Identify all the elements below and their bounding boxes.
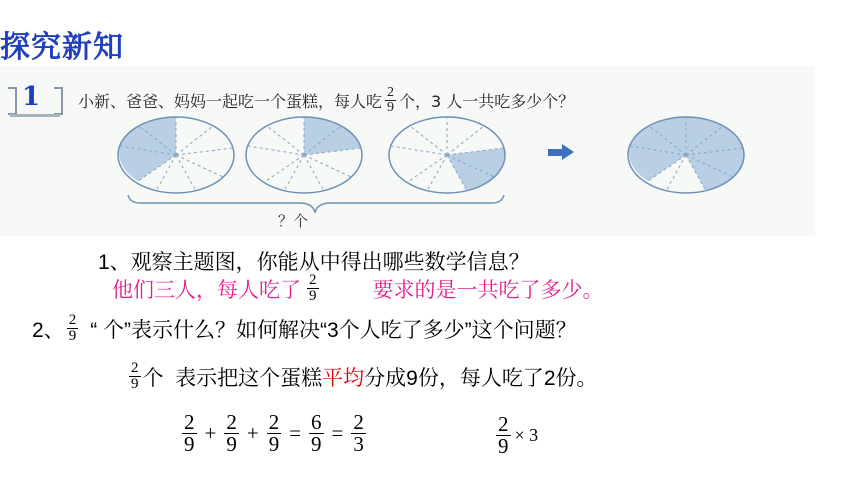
times-three: × 3 [514, 425, 539, 445]
cake-circle-result [628, 117, 744, 193]
answer-2-fraction [129, 361, 141, 392]
fraction-denominator: 3 [353, 432, 364, 456]
fraction-denominator: 9 [387, 100, 395, 115]
fraction-denominator: 9 [184, 432, 195, 456]
fraction-numerator: 2 [68, 312, 77, 328]
answer-fraction [307, 273, 319, 304]
question-2-answer [129, 361, 598, 392]
question-2-fraction [67, 313, 79, 344]
question-text-after: 个，3 人一共吃多少个？ [399, 92, 575, 111]
cake-circle-2 [246, 117, 362, 193]
fraction-numerator: 2 [387, 85, 395, 100]
cake-circle-3 [389, 117, 505, 193]
question-2-text: “ 个”表示什么？如何解决“3个人吃了多少”这个问题？ [90, 318, 577, 342]
fraction-numerator: 2 [498, 412, 509, 436]
sum-fraction [309, 412, 324, 455]
answer-2-text-a: 个 表示把这个蛋糕 [142, 366, 323, 390]
term-3 [267, 412, 282, 455]
fraction-numerator: 2 [184, 410, 195, 434]
equals-sign: = [331, 421, 344, 445]
result-fraction [351, 412, 366, 455]
term-1 [182, 412, 197, 455]
right-arrow-icon [548, 144, 574, 160]
fraction-numerator: 2 [268, 410, 280, 434]
fraction-denominator: 9 [309, 288, 317, 304]
fraction-denominator: 9 [268, 432, 280, 456]
answer-2-text-b: 分成9份，每人吃了2份。 [364, 366, 598, 390]
plus-sign: + [246, 421, 259, 445]
answer-2-highlight: 平均 [322, 366, 365, 390]
plus-sign: + [204, 421, 217, 445]
term-2 [224, 412, 239, 455]
question-2-prefix: 2、 [32, 318, 65, 342]
brace-label: ？个 [278, 212, 309, 230]
question-2 [32, 313, 577, 344]
example-number: 1 [22, 82, 41, 112]
fraction-denominator: 9 [68, 328, 77, 344]
group-brace [128, 195, 504, 212]
fraction-numerator: 2 [353, 410, 364, 434]
fraction-numerator: 2 [131, 360, 139, 376]
answer-text-b: 要求的是一共吃了多少。 [372, 278, 604, 302]
cake-diagram [0, 110, 860, 220]
multiplication-expression [496, 414, 538, 457]
fraction-denominator: 9 [226, 432, 237, 456]
fraction-numerator: 2 [309, 272, 317, 288]
fraction-denominator: 9 [311, 432, 322, 456]
fraction-numerator: 6 [311, 410, 322, 434]
addition-equation [178, 412, 370, 455]
fraction-denominator: 9 [131, 376, 139, 392]
page-title: 探究新知 [0, 30, 124, 65]
question-1: 1、观察主题图，你能从中得出哪些数学信息？ [98, 251, 530, 274]
fraction-numerator: 2 [226, 410, 237, 434]
cake-circle-1 [118, 117, 234, 193]
equals-sign: = [289, 421, 302, 445]
question-1-answer [112, 273, 604, 304]
multiplicand-fraction [496, 414, 511, 457]
fraction-denominator: 9 [498, 434, 509, 458]
question-text-before: 小新、爸爸、妈妈一起吃一个蛋糕，每人吃 [78, 92, 383, 111]
answer-text-a: 他们三人，每人吃了 [112, 278, 301, 302]
